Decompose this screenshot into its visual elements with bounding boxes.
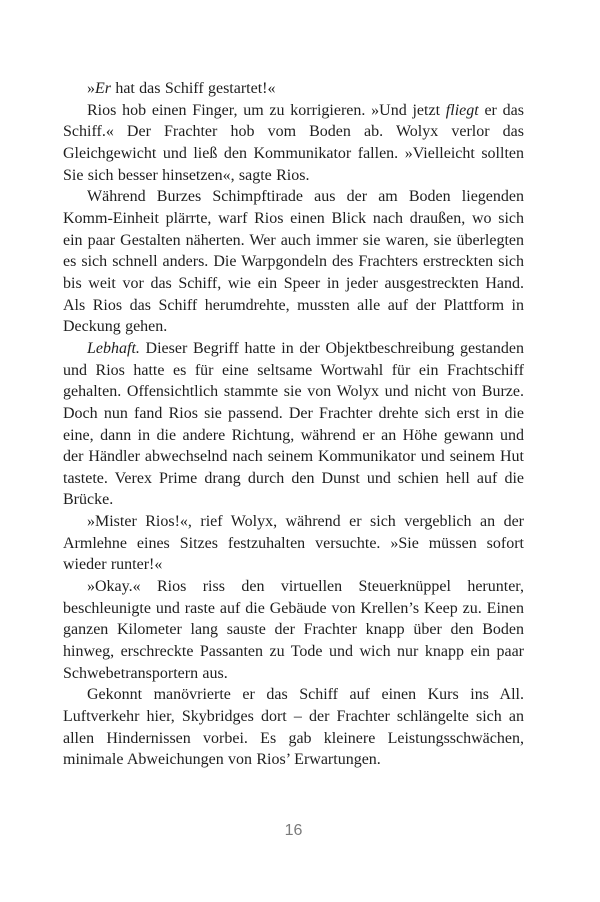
paragraph [63,100,524,187]
text-run: »Okay.« Rios riss den virtuellen Steuerknüppel herunter, beschleunigte und raste auf die Gebäude von Krellen’s Keep zu. Einen ganzen Kilometer lang sauste der Frachter knapp über den Boden hinweg, erschreckte Passanten zu Tode und wich nur knapp ein paar Schwebetransportern aus. [63,578,524,682]
text-run: Gekonnt manövrierte er das Schiff auf einen Kurs ins All. Luftverkehr hier, Skybridges dort – der Frachter schlängelte sich an allen Hindernissen vorbei. Es gab kleinere Leistungsschwächen, minimale Abweichungen von Rios’ Erwartungen. [63,686,524,769]
text-block [63,78,524,771]
text-run: Während Burzes Schimpftirade aus der am Boden liegenden Komm-Einheit plärrte, warf Rios einen Blick nach draußen, wo sich ein paar Gestalten näherten. Wer auch immer sie waren, sie überlegten es sich schnell anders. Die Warpgondeln des Frachters erstreckten sich bis weit vor das Schiff, wie ein Speer in jeder ausgestreckten Hand. Als Rios das Schiff herumdrehte, mussten alle auf der Plattform in Deckung gehen. [63,188,524,336]
page-number: 16 [284,822,303,839]
paragraph [63,78,524,100]
paragraph [63,338,524,511]
text-run: » [87,80,95,97]
paragraph [63,576,524,684]
paragraph [63,684,524,771]
text-run: Dieser Begriff hatte in der Objektbeschreibung gestanden und Rios hatte es für eine seltsame Wortwahl für ein Frachtschiff gehalten. Offensichtlich stammte sie von Wolyx und nicht von Burze. Doch nun fand Rios sie passend. Der Frachter drehte sich erst in die eine, dann in die andere Richtung, während er an Höhe gewann und der Händler abwechselnd nach seinem Kommunikator und seinem Hut tastete. Verex Prime drang durch den Dunst und schien hell auf die Brücke. [63,339,524,509]
italic-text-run: Lebhaft. [87,339,140,357]
italic-text-run: Er [95,80,111,97]
text-run: hat das Schiff gestartet!« [111,80,276,97]
italic-text-run: fliegt [445,101,479,119]
text-run: er das Schiff.« Der Frachter hob vom Boden ab. Wolyx verlor das Gleichgewicht und ließ den Kommunikator fallen. »Vielleicht sollten Sie sich besser hinsetzen«, sagte Rios. [63,101,524,184]
paragraph [63,186,524,338]
text-run: »Mister Rios!«, rief Wolyx, während er sich vergeblich an der Armlehne eines Sitzes festzuhalten versuchte. »Sie müssen sofort wieder runter!« [63,513,524,574]
text-run: Rios hob einen Finger, um zu korrigieren. »Und jetzt [87,101,446,119]
paragraph [63,511,524,576]
